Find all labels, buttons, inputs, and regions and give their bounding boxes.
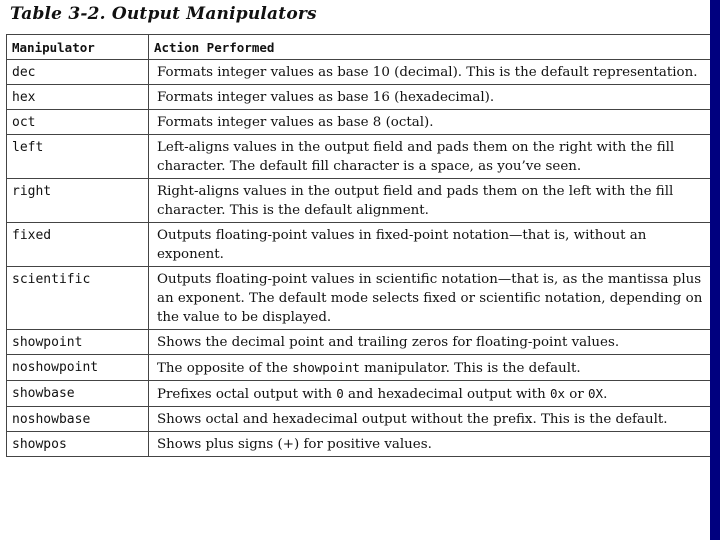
manipulator-name: right	[7, 179, 149, 223]
header-manipulator: Manipulator	[7, 35, 149, 60]
manipulator-name: noshowbase	[7, 407, 149, 432]
action-description: Outputs floating-point values in fixed-point notation—that is, without an exponent.	[149, 223, 711, 267]
action-description: Shows the decimal point and trailing zeros for floating-point values.	[149, 330, 711, 355]
action-description	[149, 381, 711, 407]
desc-text: or	[565, 387, 589, 402]
action-description: Formats integer values as base 8 (octal).	[149, 110, 711, 135]
desc-text: .	[603, 387, 608, 402]
header-action: Action Performed	[149, 35, 711, 60]
table-row	[7, 407, 711, 432]
manipulators-table	[6, 34, 710, 457]
manipulator-name: hex	[7, 85, 149, 110]
desc-text: The opposite of the	[157, 361, 293, 376]
table-row	[7, 223, 711, 267]
inline-code: 0	[336, 386, 344, 401]
inline-code: showpoint	[292, 360, 360, 375]
action-description: Right-aligns values in the output field and pads them on the left with the fill character. This is the default alignment.	[149, 179, 711, 223]
table-title: Table 3-2. Output Manipulators	[10, 4, 317, 24]
desc-text: and hexadecimal output with	[343, 387, 550, 402]
action-description: Formats integer values as base 16 (hexadecimal).	[149, 85, 711, 110]
table-header-row	[7, 35, 711, 60]
manipulator-name: dec	[7, 60, 149, 85]
action-description: Outputs floating-point values in scientific notation—that is, as the mantissa plus an exponent. The default mode selects fixed or scientific notation, depending on the value to be displayed.	[149, 267, 711, 330]
table-row	[7, 267, 711, 330]
manipulator-name: noshowpoint	[7, 355, 149, 381]
desc-text: manipulator. This is the default.	[359, 361, 581, 376]
manipulator-name: scientific	[7, 267, 149, 330]
manipulator-name: showbase	[7, 381, 149, 407]
table-row	[7, 330, 711, 355]
inline-code: 0x	[549, 386, 566, 401]
action-description	[149, 355, 711, 381]
action-description: Shows plus signs (+) for positive values.	[149, 432, 711, 457]
manipulator-name: oct	[7, 110, 149, 135]
table-row	[7, 110, 711, 135]
action-description: Formats integer values as base 10 (decimal). This is the default representation.	[149, 60, 711, 85]
table-row	[7, 85, 711, 110]
table-row	[7, 135, 711, 179]
table-row	[7, 381, 711, 407]
inline-code: 0X	[588, 386, 604, 401]
table-row	[7, 179, 711, 223]
table-row	[7, 60, 711, 85]
manipulator-name: showpos	[7, 432, 149, 457]
table-row	[7, 355, 711, 381]
action-description: Shows octal and hexadecimal output without the prefix. This is the default.	[149, 407, 711, 432]
table-row	[7, 432, 711, 457]
manipulator-name: left	[7, 135, 149, 179]
action-description: Left-aligns values in the output field and pads them on the right with the fill character. The default fill character is a space, as you’ve seen.	[149, 135, 711, 179]
manipulator-name: showpoint	[7, 330, 149, 355]
desc-text: Prefixes octal output with	[157, 387, 337, 402]
manipulator-name: fixed	[7, 223, 149, 267]
